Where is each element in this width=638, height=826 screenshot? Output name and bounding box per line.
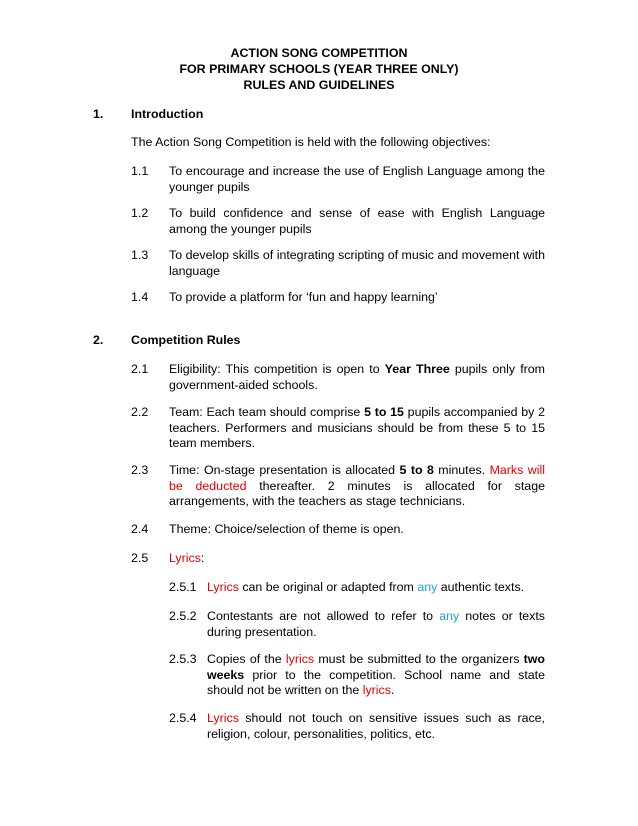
title-line-1: ACTION SONG COMPETITION [230,46,408,60]
item-2-1-number: 2.1 [131,362,149,376]
sub-2-5-4-text: Lyrics should not touch on sensitive issues such as race, religion, colour, personalities, politics, etc. [207,711,545,741]
item-1-1-text: To encourage and increase the use of English Language among the younger pupils [169,164,545,194]
item-1-3-text: To develop skills of integrating scripting of music and movement with language [169,248,545,278]
sub-2-5-4-number: 2.5.4 [169,711,197,725]
item-2-4-number: 2.4 [131,522,149,536]
item-2-3-text: Time: On-stage presentation is allocated 5 to 8 minutes. Marks will be deducted thereafter. 2 minutes is allocated for stage arrangements, with the teachers as stage technicians. [169,463,545,508]
sub-2-5-1-number: 2.5.1 [169,580,197,594]
section-2-heading: Competition Rules [131,333,241,347]
sub-2-5-3-text: Copies of the lyrics must be submitted to the organizers two weeks prior to the competition. School name and state should not be written on the lyrics. [207,652,545,697]
section-1-heading: Introduction [131,107,204,121]
sub-2-5-2-number: 2.5.2 [169,609,197,623]
item-1-3-number: 1.3 [131,248,149,262]
title-line-2: FOR PRIMARY SCHOOLS (YEAR THREE ONLY) [179,62,459,76]
item-2-4-text: Theme: Choice/selection of theme is open. [169,522,404,536]
item-2-2-text: Team: Each team should comprise 5 to 15 pupils accompanied by 2 teachers. Performers and musicians should be from these 5 to 15 team members. [169,405,545,450]
section-1-intro: The Action Song Competition is held with the following objectives: [131,135,491,149]
item-1-4-number: 1.4 [131,290,149,304]
section-1-number: 1. [93,107,104,121]
item-2-1-text: Eligibility: This competition is open to Year Three pupils only from government-aided schools. [169,362,545,392]
item-1-2-number: 1.2 [131,206,149,220]
sub-2-5-1-text: Lyrics can be original or adapted from any authentic texts. [207,580,525,594]
section-2-number: 2. [93,333,104,347]
item-2-2-number: 2.2 [131,405,149,419]
item-1-2-text: To build confidence and sense of ease with English Language among the younger pupils [169,206,545,236]
title-line-3: RULES AND GUIDELINES [243,78,395,92]
item-2-5-text: Lyrics: [169,551,205,565]
item-1-1-number: 1.1 [131,164,149,178]
item-1-4-text: To provide a platform for ‘fun and happy learning’ [169,290,438,304]
item-2-5-number: 2.5 [131,551,149,565]
sub-2-5-3-number: 2.5.3 [169,652,197,666]
item-2-3-number: 2.3 [131,463,149,477]
sub-2-5-2-text: Contestants are not allowed to refer to any notes or texts during presentation. [207,609,545,639]
